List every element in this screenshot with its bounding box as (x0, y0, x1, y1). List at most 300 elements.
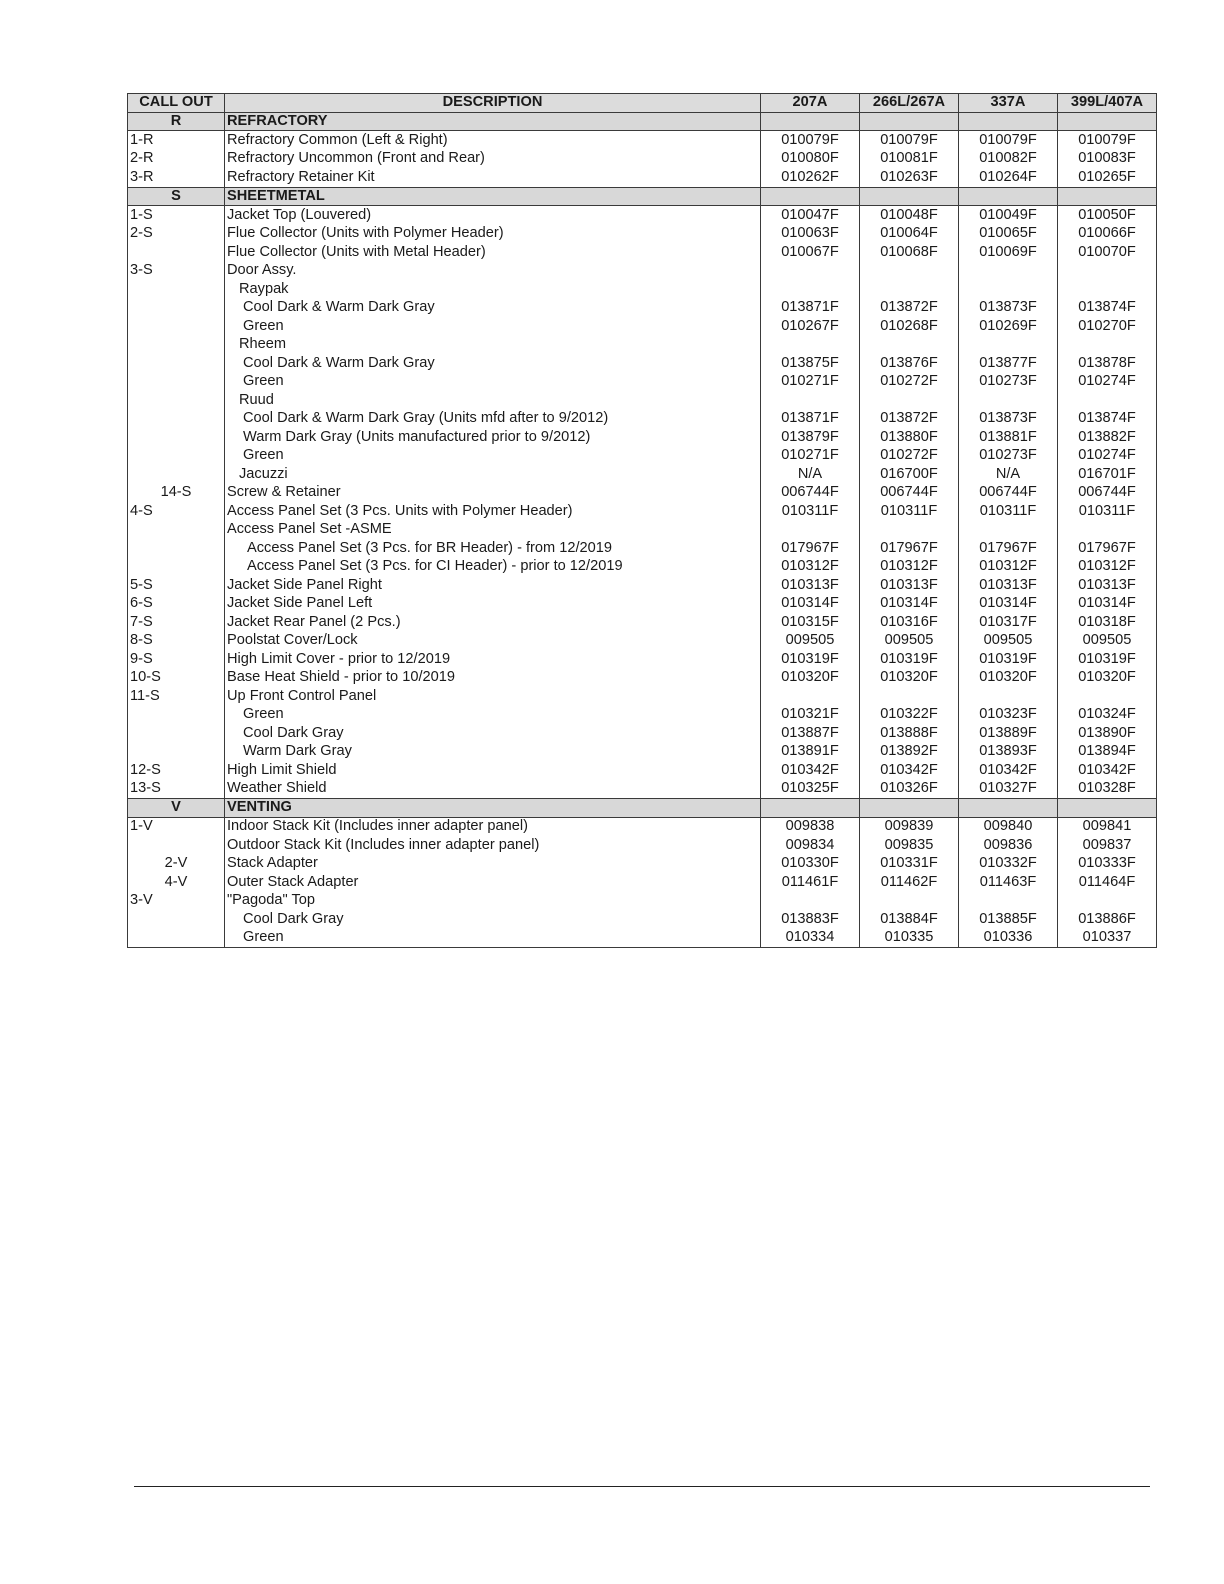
part-number-cell: 010272F (860, 373, 959, 392)
section-blank-cell (860, 799, 959, 818)
part-number-cell: 013888F (860, 724, 959, 743)
part-number-cell: 010319F (761, 650, 860, 669)
table-row (128, 225, 1157, 244)
part-number-cell: 010079F (959, 131, 1058, 150)
table-row (128, 502, 1157, 521)
description-cell: Warm Dark Gray (225, 743, 761, 762)
part-number-cell (761, 521, 860, 540)
description-cell: Screw & Retainer (225, 484, 761, 503)
table-row (128, 576, 1157, 595)
part-number-cell: 010313F (1058, 576, 1157, 595)
part-number-cell: 010312F (1058, 558, 1157, 577)
part-number-cell: 010064F (860, 225, 959, 244)
part-number-cell: 010066F (1058, 225, 1157, 244)
part-number-cell: 013891F (761, 743, 860, 762)
table-row (128, 632, 1157, 651)
part-number-cell: 010312F (860, 558, 959, 577)
part-number-cell: 010311F (761, 502, 860, 521)
part-number-cell (860, 391, 959, 410)
table-row (128, 817, 1157, 836)
table-row (128, 724, 1157, 743)
description-cell: Door Assy. (225, 262, 761, 281)
callout-cell (128, 317, 225, 336)
part-number-cell (959, 262, 1058, 281)
description-cell: Rheem (225, 336, 761, 355)
part-number-cell (959, 521, 1058, 540)
part-number-cell: 010312F (761, 558, 860, 577)
part-number-cell (1058, 391, 1157, 410)
description-cell: Refractory Common (Left & Right) (225, 131, 761, 150)
part-number-cell: 013886F (1058, 910, 1157, 929)
part-number-cell (959, 336, 1058, 355)
description-cell: Green (225, 706, 761, 725)
part-number-cell (860, 687, 959, 706)
table-row (128, 613, 1157, 632)
description-cell: Cool Dark & Warm Dark Gray (225, 354, 761, 373)
part-number-cell: 010324F (1058, 706, 1157, 725)
part-number-cell: 010270F (1058, 317, 1157, 336)
table-row (128, 521, 1157, 540)
table-row (128, 484, 1157, 503)
callout-cell: 3-R (128, 168, 225, 187)
description-cell: Jacket Side Panel Left (225, 595, 761, 614)
description-cell: Access Panel Set -ASME (225, 521, 761, 540)
callout-cell: 6-S (128, 595, 225, 614)
section-blank-cell (761, 187, 860, 206)
part-number-cell: 011461F (761, 873, 860, 892)
part-number-cell: 010271F (761, 447, 860, 466)
part-number-cell: 010070F (1058, 243, 1157, 262)
section-header-row (128, 112, 1157, 131)
part-number-cell: 013872F (860, 299, 959, 318)
part-number-cell: 010080F (761, 150, 860, 169)
section-blank-cell (860, 187, 959, 206)
table-row (128, 336, 1157, 355)
part-number-cell: 016701F (1058, 465, 1157, 484)
description-cell: Access Panel Set (3 Pcs. for CI Header) - prior to 12/2019 (225, 558, 761, 577)
table-row (128, 855, 1157, 874)
section-blank-cell (860, 112, 959, 131)
part-number-cell (959, 280, 1058, 299)
section-blank-cell (1058, 187, 1157, 206)
part-number-cell: 013885F (959, 910, 1058, 929)
table-row (128, 262, 1157, 281)
part-number-cell: 013887F (761, 724, 860, 743)
part-number-cell: 013881F (959, 428, 1058, 447)
part-number-cell: 013878F (1058, 354, 1157, 373)
part-number-cell: 013880F (860, 428, 959, 447)
header-model-337a: 337A (959, 94, 1058, 113)
section-blank-cell (1058, 112, 1157, 131)
callout-cell: 11-S (128, 687, 225, 706)
part-number-cell: 010079F (860, 131, 959, 150)
section-header-row (128, 799, 1157, 818)
table-row (128, 910, 1157, 929)
part-number-cell: 010335 (860, 929, 959, 948)
part-number-cell: 009837 (1058, 836, 1157, 855)
table-row (128, 447, 1157, 466)
description-cell: Access Panel Set (3 Pcs. Units with Polymer Header) (225, 502, 761, 521)
description-cell: Jacket Side Panel Right (225, 576, 761, 595)
callout-cell: 13-S (128, 780, 225, 799)
part-number-cell: 010311F (1058, 502, 1157, 521)
part-number-cell: 010063F (761, 225, 860, 244)
header-model-207a: 207A (761, 94, 860, 113)
table-row (128, 354, 1157, 373)
table-row (128, 929, 1157, 948)
part-number-cell: 010274F (1058, 373, 1157, 392)
callout-cell (128, 836, 225, 855)
part-number-cell: 006744F (1058, 484, 1157, 503)
part-number-cell: 017967F (860, 539, 959, 558)
part-number-cell (1058, 280, 1157, 299)
part-number-cell: 017967F (761, 539, 860, 558)
part-number-cell: 016700F (860, 465, 959, 484)
callout-cell: 14-S (128, 484, 225, 503)
part-number-cell: 009505 (959, 632, 1058, 651)
part-number-cell (959, 687, 1058, 706)
part-number-cell: N/A (959, 465, 1058, 484)
part-number-cell: 010263F (860, 168, 959, 187)
part-number-cell (761, 336, 860, 355)
part-number-cell: 010330F (761, 855, 860, 874)
part-number-cell: 010320F (860, 669, 959, 688)
table-row (128, 428, 1157, 447)
part-number-cell: 010313F (860, 576, 959, 595)
callout-cell (128, 280, 225, 299)
part-number-cell: 010267F (761, 317, 860, 336)
description-cell: Green (225, 317, 761, 336)
description-cell: Up Front Control Panel (225, 687, 761, 706)
section-blank-cell (959, 799, 1058, 818)
description-cell: Poolstat Cover/Lock (225, 632, 761, 651)
part-number-cell: 010316F (860, 613, 959, 632)
part-number-cell (860, 280, 959, 299)
table-row (128, 743, 1157, 762)
part-number-cell: 010333F (1058, 855, 1157, 874)
part-number-cell (959, 892, 1058, 911)
part-number-cell: 010318F (1058, 613, 1157, 632)
part-number-cell: 013882F (1058, 428, 1157, 447)
header-description: DESCRIPTION (225, 94, 761, 113)
part-number-cell: 013873F (959, 410, 1058, 429)
description-cell: Cool Dark & Warm Dark Gray (225, 299, 761, 318)
part-number-cell: 013883F (761, 910, 860, 929)
part-number-cell: 010050F (1058, 206, 1157, 225)
header-row (128, 94, 1157, 113)
table-row (128, 280, 1157, 299)
description-cell: Jacket Top (Louvered) (225, 206, 761, 225)
description-cell: High Limit Cover - prior to 12/2019 (225, 650, 761, 669)
part-number-cell: 010314F (959, 595, 1058, 614)
part-number-cell: 010334 (761, 929, 860, 948)
description-cell: Raypak (225, 280, 761, 299)
callout-cell: 8-S (128, 632, 225, 651)
section-blank-cell (1058, 799, 1157, 818)
part-number-cell: 013879F (761, 428, 860, 447)
section-blank-cell (959, 112, 1058, 131)
description-cell: Refractory Uncommon (Front and Rear) (225, 150, 761, 169)
callout-cell: 1-V (128, 817, 225, 836)
part-number-cell: 009505 (761, 632, 860, 651)
part-number-cell: 010319F (860, 650, 959, 669)
part-number-cell: 010314F (860, 595, 959, 614)
part-number-cell: 013874F (1058, 299, 1157, 318)
part-number-cell: 010081F (860, 150, 959, 169)
callout-cell (128, 539, 225, 558)
part-number-cell: 010323F (959, 706, 1058, 725)
callout-cell: 10-S (128, 669, 225, 688)
part-number-cell: 009836 (959, 836, 1058, 855)
part-number-cell: 010079F (1058, 131, 1157, 150)
table-row (128, 317, 1157, 336)
callout-cell (128, 929, 225, 948)
section-title: SHEETMETAL (225, 187, 761, 206)
callout-cell (128, 706, 225, 725)
part-number-cell: 010314F (761, 595, 860, 614)
part-number-cell: 010069F (959, 243, 1058, 262)
description-cell: Base Heat Shield - prior to 10/2019 (225, 669, 761, 688)
part-number-cell: 013876F (860, 354, 959, 373)
part-number-cell (1058, 687, 1157, 706)
part-number-cell: 013875F (761, 354, 860, 373)
section-title: VENTING (225, 799, 761, 818)
part-number-cell (860, 336, 959, 355)
part-number-cell: 009505 (1058, 632, 1157, 651)
table-row (128, 373, 1157, 392)
callout-cell: 1-R (128, 131, 225, 150)
table-row (128, 558, 1157, 577)
callout-cell (128, 410, 225, 429)
part-number-cell: 010320F (1058, 669, 1157, 688)
description-cell: Ruud (225, 391, 761, 410)
part-number-cell: 009838 (761, 817, 860, 836)
description-cell: Cool Dark & Warm Dark Gray (Units mfd after to 9/2012) (225, 410, 761, 429)
section-code: V (128, 799, 225, 818)
part-number-cell: 009835 (860, 836, 959, 855)
part-number-cell: 010311F (860, 502, 959, 521)
part-number-cell: 006744F (959, 484, 1058, 503)
part-number-cell: 010082F (959, 150, 1058, 169)
table-row (128, 391, 1157, 410)
header-model-266l-267a: 266L/267A (860, 94, 959, 113)
header-model-399l-407a: 399L/407A (1058, 94, 1157, 113)
part-number-cell: 010315F (761, 613, 860, 632)
description-cell: Jacuzzi (225, 465, 761, 484)
description-cell: Weather Shield (225, 780, 761, 799)
part-number-cell (761, 391, 860, 410)
part-number-cell: 013890F (1058, 724, 1157, 743)
part-number-cell: N/A (761, 465, 860, 484)
section-code: S (128, 187, 225, 206)
part-number-cell: 010065F (959, 225, 1058, 244)
part-number-cell: 010342F (761, 761, 860, 780)
part-number-cell: 013874F (1058, 410, 1157, 429)
part-number-cell: 013884F (860, 910, 959, 929)
part-number-cell (1058, 521, 1157, 540)
callout-cell: 7-S (128, 613, 225, 632)
part-number-cell: 010271F (761, 373, 860, 392)
part-number-cell: 010311F (959, 502, 1058, 521)
table-row (128, 873, 1157, 892)
section-blank-cell (761, 799, 860, 818)
table-row (128, 168, 1157, 187)
part-number-cell: 010320F (761, 669, 860, 688)
part-number-cell: 009839 (860, 817, 959, 836)
part-number-cell: 010269F (959, 317, 1058, 336)
part-number-cell: 010067F (761, 243, 860, 262)
part-number-cell: 013871F (761, 410, 860, 429)
part-number-cell: 010332F (959, 855, 1058, 874)
part-number-cell: 010048F (860, 206, 959, 225)
description-cell: Outer Stack Adapter (225, 873, 761, 892)
description-cell: Flue Collector (Units with Metal Header) (225, 243, 761, 262)
part-number-cell (761, 687, 860, 706)
callout-cell: 5-S (128, 576, 225, 595)
callout-cell (128, 354, 225, 373)
table-row (128, 299, 1157, 318)
description-cell: Green (225, 447, 761, 466)
part-number-cell: 010313F (959, 576, 1058, 595)
callout-cell (128, 521, 225, 540)
callout-cell (128, 336, 225, 355)
part-number-cell: 010328F (1058, 780, 1157, 799)
part-number-cell: 009841 (1058, 817, 1157, 836)
description-cell: High Limit Shield (225, 761, 761, 780)
table-row (128, 206, 1157, 225)
table-row (128, 687, 1157, 706)
callout-cell: 3-V (128, 892, 225, 911)
part-number-cell: 010264F (959, 168, 1058, 187)
part-number-cell: 009834 (761, 836, 860, 855)
part-number-cell: 013894F (1058, 743, 1157, 762)
description-cell: Access Panel Set (3 Pcs. for BR Header) - from 12/2019 (225, 539, 761, 558)
footer-rule (134, 1486, 1150, 1487)
table-row (128, 892, 1157, 911)
description-cell: Jacket Rear Panel (2 Pcs.) (225, 613, 761, 632)
part-number-cell: 010342F (959, 761, 1058, 780)
callout-cell: 12-S (128, 761, 225, 780)
callout-cell (128, 428, 225, 447)
part-number-cell: 006744F (761, 484, 860, 503)
part-number-cell: 011463F (959, 873, 1058, 892)
section-blank-cell (959, 187, 1058, 206)
callout-cell: 1-S (128, 206, 225, 225)
part-number-cell: 013872F (860, 410, 959, 429)
part-number-cell: 010321F (761, 706, 860, 725)
callout-cell: 2-R (128, 150, 225, 169)
part-number-cell: 010268F (860, 317, 959, 336)
callout-cell: 4-S (128, 502, 225, 521)
callout-cell (128, 391, 225, 410)
part-number-cell: 009840 (959, 817, 1058, 836)
callout-cell: 4-V (128, 873, 225, 892)
description-cell: Stack Adapter (225, 855, 761, 874)
part-number-cell: 010079F (761, 131, 860, 150)
part-number-cell: 010325F (761, 780, 860, 799)
part-number-cell: 013893F (959, 743, 1058, 762)
table-row (128, 131, 1157, 150)
description-cell: Cool Dark Gray (225, 724, 761, 743)
table-row (128, 780, 1157, 799)
table-row (128, 150, 1157, 169)
part-number-cell: 017967F (959, 539, 1058, 558)
table-row (128, 836, 1157, 855)
part-number-cell (761, 892, 860, 911)
section-title: REFRACTORY (225, 112, 761, 131)
callout-cell (128, 299, 225, 318)
callout-cell (128, 243, 225, 262)
part-number-cell: 011464F (1058, 873, 1157, 892)
part-number-cell: 010327F (959, 780, 1058, 799)
part-number-cell: 010331F (860, 855, 959, 874)
part-number-cell (860, 262, 959, 281)
callout-cell (128, 724, 225, 743)
part-number-cell: 010319F (959, 650, 1058, 669)
description-cell: Green (225, 929, 761, 948)
part-number-cell (959, 391, 1058, 410)
part-number-cell: 010320F (959, 669, 1058, 688)
part-number-cell: 010314F (1058, 595, 1157, 614)
parts-table (127, 93, 1157, 948)
table-row (128, 243, 1157, 262)
part-number-cell (1058, 892, 1157, 911)
section-header-row (128, 187, 1157, 206)
part-number-cell: 010342F (860, 761, 959, 780)
table-body (128, 112, 1157, 948)
description-cell: Flue Collector (Units with Polymer Header) (225, 225, 761, 244)
callout-cell (128, 447, 225, 466)
part-number-cell: 010083F (1058, 150, 1157, 169)
part-number-cell: 013889F (959, 724, 1058, 743)
part-number-cell (761, 262, 860, 281)
section-blank-cell (761, 112, 860, 131)
part-number-cell (761, 280, 860, 299)
part-number-cell: 013892F (860, 743, 959, 762)
callout-cell (128, 558, 225, 577)
part-number-cell: 010273F (959, 447, 1058, 466)
part-number-cell: 010322F (860, 706, 959, 725)
part-number-cell: 011462F (860, 873, 959, 892)
part-number-cell: 010313F (761, 576, 860, 595)
description-cell: Refractory Retainer Kit (225, 168, 761, 187)
description-cell: Green (225, 373, 761, 392)
description-cell: Indoor Stack Kit (Includes inner adapter panel) (225, 817, 761, 836)
part-number-cell: 010068F (860, 243, 959, 262)
part-number-cell (1058, 336, 1157, 355)
table-row (128, 410, 1157, 429)
part-number-cell: 010337 (1058, 929, 1157, 948)
part-number-cell: 010317F (959, 613, 1058, 632)
part-number-cell: 010262F (761, 168, 860, 187)
part-number-cell: 010319F (1058, 650, 1157, 669)
description-cell: Outdoor Stack Kit (Includes inner adapter panel) (225, 836, 761, 855)
part-number-cell: 010272F (860, 447, 959, 466)
part-number-cell: 010336 (959, 929, 1058, 948)
table-row (128, 669, 1157, 688)
part-number-cell: 010049F (959, 206, 1058, 225)
table-row (128, 539, 1157, 558)
part-number-cell: 010273F (959, 373, 1058, 392)
part-number-cell: 006744F (860, 484, 959, 503)
part-number-cell: 013871F (761, 299, 860, 318)
part-number-cell: 009505 (860, 632, 959, 651)
part-number-cell: 010342F (1058, 761, 1157, 780)
part-number-cell (860, 892, 959, 911)
callout-cell: 2-V (128, 855, 225, 874)
callout-cell (128, 373, 225, 392)
table-row (128, 595, 1157, 614)
